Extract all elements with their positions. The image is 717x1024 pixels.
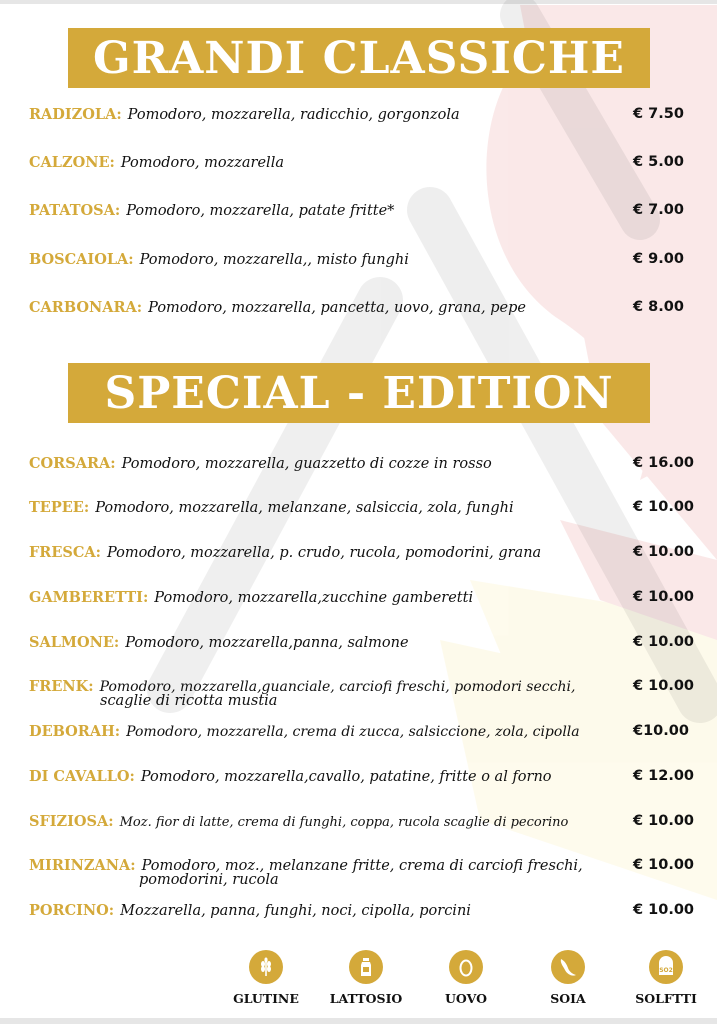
svg-text:SO2: SO2 — [659, 967, 673, 974]
pizza-ingredients: Pomodoro, mozzarella, crema di zucca, salsiccione, zola, cipolla — [126, 724, 580, 740]
pizza-name: GAMBERETTI: — [29, 589, 149, 606]
pizza-ingredients-continued: scaglie di ricotta mustia — [100, 693, 278, 709]
menu-item-radizola — [29, 106, 689, 123]
pizza-price: € 8.00 — [633, 299, 684, 315]
soy-icon — [551, 950, 585, 984]
pizza-name: FRESCA: — [29, 544, 102, 561]
pizza-name: PATATOSA: — [29, 202, 121, 219]
pizza-price: € 7.00 — [633, 202, 684, 218]
pizza-price: € 10.00 — [633, 678, 695, 694]
menu-item-corsara — [29, 455, 689, 472]
allergen-solftti — [626, 950, 706, 1006]
pizza-price: € 7.50 — [633, 106, 684, 122]
menu-item-di-cavallo — [29, 768, 689, 785]
pizza-price: € 10.00 — [633, 544, 695, 560]
milk-icon — [349, 950, 383, 984]
pizza-price: € 16.00 — [633, 455, 695, 471]
allergen-label: SOIA — [550, 991, 586, 1006]
menu-item-calzone — [29, 154, 689, 171]
pizza-price: € 10.00 — [633, 902, 695, 918]
pizza-name: CORSARA: — [29, 455, 116, 472]
menu-item-frenk — [29, 678, 689, 709]
sulfites-icon — [649, 950, 683, 984]
pizza-ingredients: Pomodoro, mozzarella, radicchio, gorgonzola — [127, 107, 460, 123]
pizza-price: € 10.00 — [633, 813, 695, 829]
pizza-ingredients: Mozzarella, panna, funghi, noci, cipolla, porcini — [120, 903, 471, 919]
menu-item-patatosa — [29, 202, 689, 219]
allergen-uovo — [426, 950, 506, 1006]
pizza-ingredients: Pomodoro, mozzarella, p. crudo, rucola, pomodorini, grana — [107, 545, 542, 561]
menu-item-sfiziosa — [29, 813, 689, 830]
wheat-icon — [249, 950, 283, 984]
pizza-name: RADIZOLA: — [29, 106, 122, 123]
pizza-name: MIRINZANA: — [29, 857, 136, 874]
allergen-label: LATTOSIO — [329, 991, 403, 1006]
pizza-ingredients: Pomodoro, mozzarella, pancetta, uovo, grana, pepe — [148, 300, 526, 316]
pizza-price: € 5.00 — [633, 154, 684, 170]
pizza-ingredients: Pomodoro, mozzarella,zucchine gamberetti — [154, 590, 474, 606]
pizza-name: TEPEE: — [29, 499, 90, 516]
pizza-price: € 9.00 — [633, 251, 684, 267]
pizza-ingredients: Pomodoro, mozzarella,, misto funghi — [139, 252, 409, 268]
menu-item-gamberetti — [29, 589, 689, 606]
pizza-ingredients: Moz. fior di latte, crema di funghi, coppa, rucola scaglie di pecorino — [119, 815, 569, 830]
menu-item-porcino — [29, 902, 689, 919]
pizza-ingredients: Pomodoro, mozzarella, guazzetto di cozze in rosso — [121, 456, 492, 472]
menu-item-fresca — [29, 544, 689, 561]
section-title-grandi-classiche: GRANDI CLASSICHE — [68, 28, 650, 88]
pizza-ingredients: Pomodoro, mozzarella, patate fritte* — [126, 203, 395, 219]
egg-icon — [449, 950, 483, 984]
pizza-ingredients: Pomodoro, mozzarella, melanzane, salsiccia, zola, funghi — [95, 500, 514, 516]
allergen-soia — [528, 950, 608, 1006]
pizza-ingredients: Pomodoro, mozzarella,panna, salmone — [125, 635, 409, 651]
section-title-special-edition: SPECIAL - EDITION — [68, 363, 650, 423]
pizza-name: PORCINO: — [29, 902, 115, 919]
menu-item-mirinzana — [29, 857, 689, 888]
pizza-price: € 12.00 — [633, 768, 695, 784]
allergen-label: GLUTINE — [233, 991, 299, 1006]
pizza-name: CALZONE: — [29, 154, 115, 171]
allergen-label: UOVO — [445, 991, 487, 1006]
pizza-ingredients: Pomodoro, mozzarella,cavallo, patatine, fritte o al forno — [140, 769, 552, 785]
pizza-price: € 10.00 — [633, 499, 695, 515]
pizza-name: DEBORAH: — [29, 723, 121, 740]
allergen-glutine — [226, 950, 306, 1006]
pizza-price: € 10.00 — [633, 857, 695, 873]
pizza-price: €10.00 — [633, 723, 689, 739]
pizza-price: € 10.00 — [633, 589, 695, 605]
pizza-ingredients: Pomodoro, mozzarella,guanciale, carciofi freschi, pomodori secchi, — [99, 679, 576, 695]
bottom-frame — [0, 1018, 717, 1024]
menu-item-carbonara — [29, 299, 689, 316]
allergen-label: SOLFTTI — [635, 991, 697, 1006]
pizza-name: SALMONE: — [29, 634, 120, 651]
menu-item-deborah — [29, 723, 689, 740]
pizza-ingredients: Pomodoro, moz., melanzane fritte, crema di carciofi freschi, — [141, 858, 583, 874]
pizza-ingredients-continued: pomodorini, rucola — [139, 872, 279, 888]
top-frame — [0, 0, 717, 4]
pizza-name: DI CAVALLO: — [29, 768, 135, 785]
menu-item-boscaiola — [29, 251, 689, 268]
pizza-name: FRENK: — [29, 678, 94, 695]
menu-item-tepee — [29, 499, 689, 516]
pizza-ingredients: Pomodoro, mozzarella — [120, 155, 284, 171]
menu-item-salmone — [29, 634, 689, 651]
pizza-name: BOSCAIOLA: — [29, 251, 134, 268]
allergen-lattosio — [326, 950, 406, 1006]
pizza-name: CARBONARA: — [29, 299, 143, 316]
pizza-price: € 10.00 — [633, 634, 695, 650]
pizza-name: SFIZIOSA: — [29, 813, 114, 830]
